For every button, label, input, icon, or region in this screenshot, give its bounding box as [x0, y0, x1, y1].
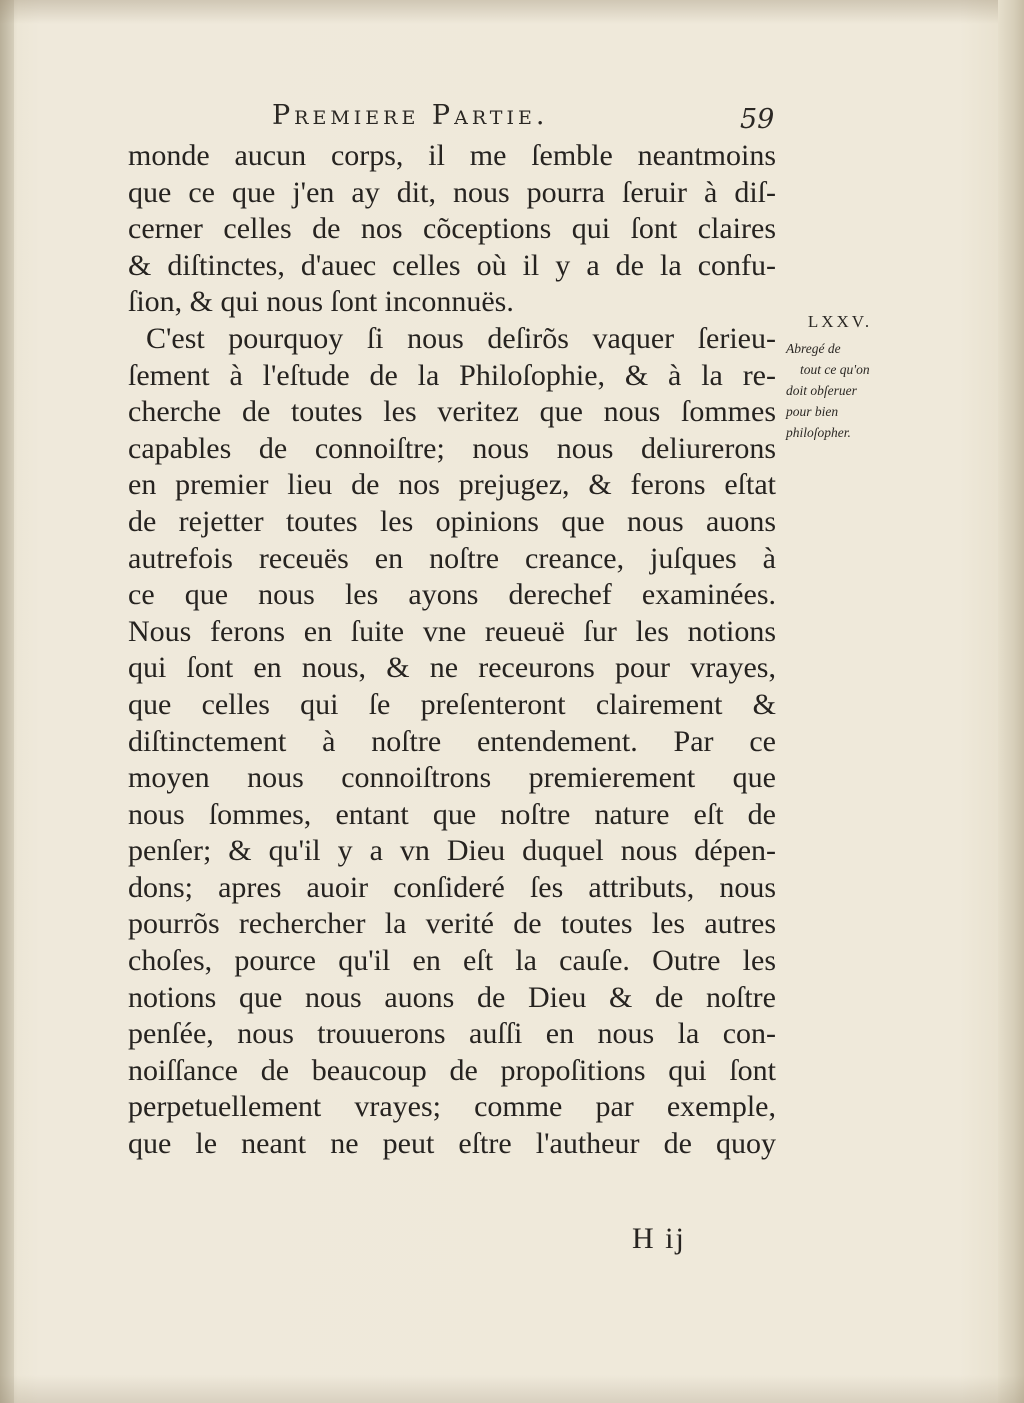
- text-line: notions que nous auons de Dieu & de noſtre: [128, 980, 776, 1014]
- text-line: noiſſance de beaucoup de propoſitions qui ſont: [128, 1053, 776, 1087]
- text-line: & diſtinctes, d'auec celles où il y a de la confu-: [128, 248, 776, 282]
- text-line: ce que nous les ayons derechef examinées.: [128, 578, 776, 612]
- text-line: monde aucun corps, il me ſemble neantmoins: [128, 139, 776, 172]
- marginal-note-line: pour bien: [786, 404, 839, 419]
- text-line: que le neant ne peut eſtre l'autheur de quoy: [128, 1127, 776, 1161]
- text-line: Nous ferons en ſuite vne reueuë ſur les notions: [128, 614, 776, 648]
- marginal-note-line: philoſopher.: [786, 425, 851, 440]
- page-bottom-shadow: [0, 1375, 1024, 1403]
- article-number: LXXV.: [807, 312, 873, 331]
- text-line: cerner celles de nos cõceptions qui ſont claires: [128, 212, 776, 246]
- marginal-note-line: Abregé de: [786, 341, 841, 356]
- text-line: capables de connoiſtre; nous nous deliurerons: [128, 431, 776, 465]
- text-line: ſion, & qui nous ſont inconnuës.: [128, 285, 514, 319]
- text-line: C'est pourquoy ſi nous deſirõs vaquer ſerieu-: [146, 321, 776, 355]
- text-line: dons; apres auoir conſideré ſes attributs, nous: [128, 870, 776, 904]
- text-line: cherche de toutes les veritez que nous ſommes: [128, 395, 776, 429]
- running-head: [0, 100, 1024, 140]
- text-line: moyen nous connoiſtrons premierement que: [128, 761, 776, 795]
- running-title: Premiere Partie.: [272, 100, 549, 131]
- text-line: perpetuellement vrayes; comme par exemple,: [128, 1090, 776, 1124]
- page-number: 59: [740, 104, 775, 135]
- page-top-shadow: [0, 0, 1024, 24]
- body-text: [128, 138, 776, 1163]
- text-line: ſement à l'eſtude de la Philoſophie, & à la re-: [128, 358, 776, 392]
- text-line: qui ſont en nous, & ne receurons pour vrayes,: [128, 651, 776, 685]
- text-line: penſée, nous trouuerons auſſi en nous la con-: [128, 1017, 776, 1051]
- marginal-note: [786, 312, 886, 443]
- text-line: pourrõs rechercher la verité de toutes les autres: [128, 907, 776, 941]
- signature-mark: H ij: [632, 1222, 686, 1255]
- text-line: que ce que j'en ay dit, nous pourra ſeruir à diſ-: [128, 175, 776, 209]
- marginal-note-line: tout ce qu'on: [800, 362, 870, 377]
- text-line: penſer; & qu'il y a vn Dieu duquel nous dépen-: [128, 834, 776, 868]
- text-line: nous ſommes, entant que noſtre nature eſt de: [128, 797, 776, 831]
- page-right-edge: [998, 0, 1024, 1403]
- text-line: en premier lieu de nos prejugez, & ferons eſtat: [128, 468, 776, 502]
- text-line: que celles qui ſe preſenteront clairement &: [128, 687, 776, 721]
- page-gutter-shadow: [0, 0, 14, 1403]
- text-line: choſes, pource qu'il en eſt la cauſe. Outre les: [128, 944, 776, 978]
- text-line: autrefois receuës en noſtre creance, juſques à: [128, 541, 776, 575]
- marginal-note-line: doit obſeruer: [786, 383, 857, 398]
- text-line: diſtinctement à noſtre entendement. Par ce: [128, 724, 776, 758]
- text-line: de rejetter toutes les opinions que nous auons: [128, 504, 776, 538]
